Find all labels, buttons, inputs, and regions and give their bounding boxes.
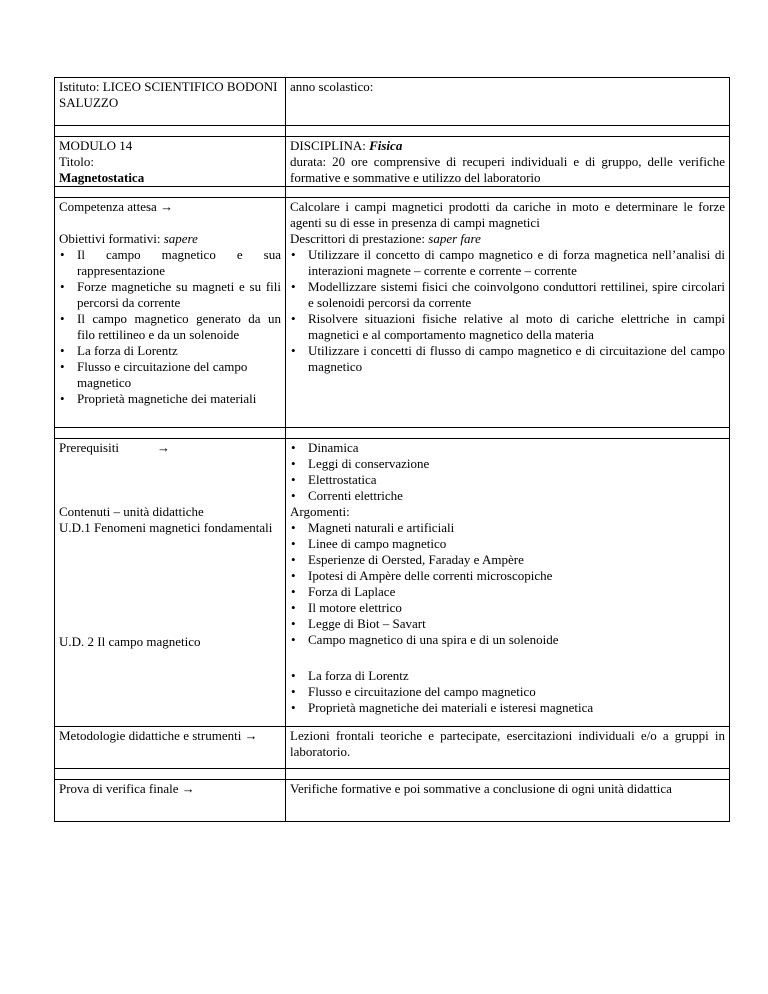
list-item: • Modellizzare sistemi fisici che coinvolgono conduttori rettilinei, spire circolari e solenoidi percorsi da corrente (290, 279, 725, 311)
list-item: • Proprietà magnetiche dei materiali e isteresi magnetica (290, 700, 725, 716)
module-table (54, 77, 730, 822)
modulo-number: MODULO 14 (59, 138, 133, 153)
prova-label-cell (55, 780, 286, 822)
obiettivi-list (59, 247, 281, 407)
prerequisiti-list (290, 440, 725, 504)
ud2-label: U.D. 2 Il campo magnetico (59, 634, 201, 649)
disciplina-line (290, 138, 725, 154)
modulo-title: Magnetostatica (59, 170, 145, 185)
disciplina-value: Fisica (369, 138, 403, 153)
competenza-label: Competenza attesa → (59, 199, 174, 214)
list-item: • Flusso e circuitazione del campo magnetico (290, 684, 725, 700)
list-item: • Il motore elettrico (290, 600, 725, 616)
list-item: • Forza di Laplace (290, 584, 725, 600)
list-item: • Ipotesi di Ampère delle correnti microscopiche (290, 568, 725, 584)
durata-text: durata: 20 ore comprensive di recuperi individuali e di gruppo, delle verifiche formative e sommative e utilizzo del laboratorio (290, 154, 725, 185)
descrittori-label: Descrittori di prestazione: saper fare (290, 231, 481, 246)
prova-text: Verifiche formative e poi sommative a conclusione di ogni unità didattica (290, 781, 672, 796)
istituto-cell (55, 78, 286, 126)
list-item: • Risolvere situazioni fisiche relative al moto di cariche elettriche in campi magnetici e al comportamento magnetico della materia (290, 311, 725, 343)
anno-cell (286, 78, 730, 126)
list-item: • Il campo magnetico generato da un filo rettilineo e da un solenoide (59, 311, 281, 343)
obiettivi-cell (55, 198, 286, 428)
descrittori-cell (286, 198, 730, 428)
list-item: • Proprietà magnetiche dei materiali (59, 391, 281, 407)
descrittori-label-em: saper fare (428, 231, 481, 246)
contenuti-label: Contenuti – unità didattiche (59, 504, 204, 519)
list-item: • Flusso e circuitazione del campo magnetico (59, 359, 281, 391)
list-item: • Leggi di conservazione (290, 456, 725, 472)
ud1-label: U.D.1 Fenomeni magnetici fondamentali (59, 520, 273, 535)
list-item: • La forza di Lorentz (59, 343, 281, 359)
list-item: • Legge di Biot – Savart (290, 616, 725, 632)
ud1-list (290, 520, 725, 648)
list-item: • Esperienze di Oersted, Faraday e Ampère (290, 552, 725, 568)
contenuti-label-cell (55, 439, 286, 727)
list-item: • Utilizzare i concetti di flusso di campo magnetico e di circuitazione del campo magnetico (290, 343, 725, 375)
metodologie-label: Metodologie didattiche e strumenti → (59, 728, 258, 743)
modulo-cell (55, 137, 286, 187)
prova-cell (286, 780, 730, 822)
disciplina-label: DISCIPLINA: (290, 138, 370, 153)
metodologie-text: Lezioni frontali teoriche e partecipate, esercitazioni individuali e/o a gruppi in laboratorio. (290, 728, 725, 759)
list-item: • Magneti naturali e artificiali (290, 520, 725, 536)
disciplina-cell (286, 137, 730, 187)
list-item: • Forze magnetiche su magneti e su fili percorsi da corrente (59, 279, 281, 311)
modulo-title-label: Titolo: (59, 154, 94, 169)
istituto-text: Istituto: LICEO SCIENTIFICO BODONI SALUZZO (59, 79, 278, 110)
list-item: • Utilizzare il concetto di campo magnetico e di forza magnetica nell’analisi di interazioni magnete – corrente e corrente – corrente (290, 247, 725, 279)
anno-text: anno scolastico: (290, 79, 374, 94)
prerequisiti-label: Prerequisiti (59, 440, 119, 455)
competenza-text: Calcolare i campi magnetici prodotti da cariche in moto e determinare le forze agenti su di esse in presenza di campi magnetici (290, 199, 725, 230)
contenuti-cell (286, 439, 730, 727)
descrittori-list (290, 247, 725, 375)
prerequisiti-line (59, 440, 281, 456)
list-item: • Il campo magnetico e sua rappresentazione (59, 247, 281, 279)
prova-label: Prova di verifica finale → (59, 781, 195, 796)
obiettivi-label: Obiettivi formativi: sapere (59, 231, 198, 246)
list-item: • Elettrostatica (290, 472, 725, 488)
list-item: • Campo magnetico di una spira e di un solenoide (290, 632, 725, 648)
list-item: • Linee di campo magnetico (290, 536, 725, 552)
metodologie-cell (286, 727, 730, 769)
list-item: • Dinamica (290, 440, 725, 456)
list-item: • Correnti elettriche (290, 488, 725, 504)
metodologie-label-cell (55, 727, 286, 769)
obiettivi-label-em: sapere (163, 231, 198, 246)
ud2-list (290, 668, 725, 716)
prerequisiti-arrow: → (156, 440, 170, 455)
list-item: • La forza di Lorentz (290, 668, 725, 684)
argomenti-label: Argomenti: (290, 504, 350, 519)
